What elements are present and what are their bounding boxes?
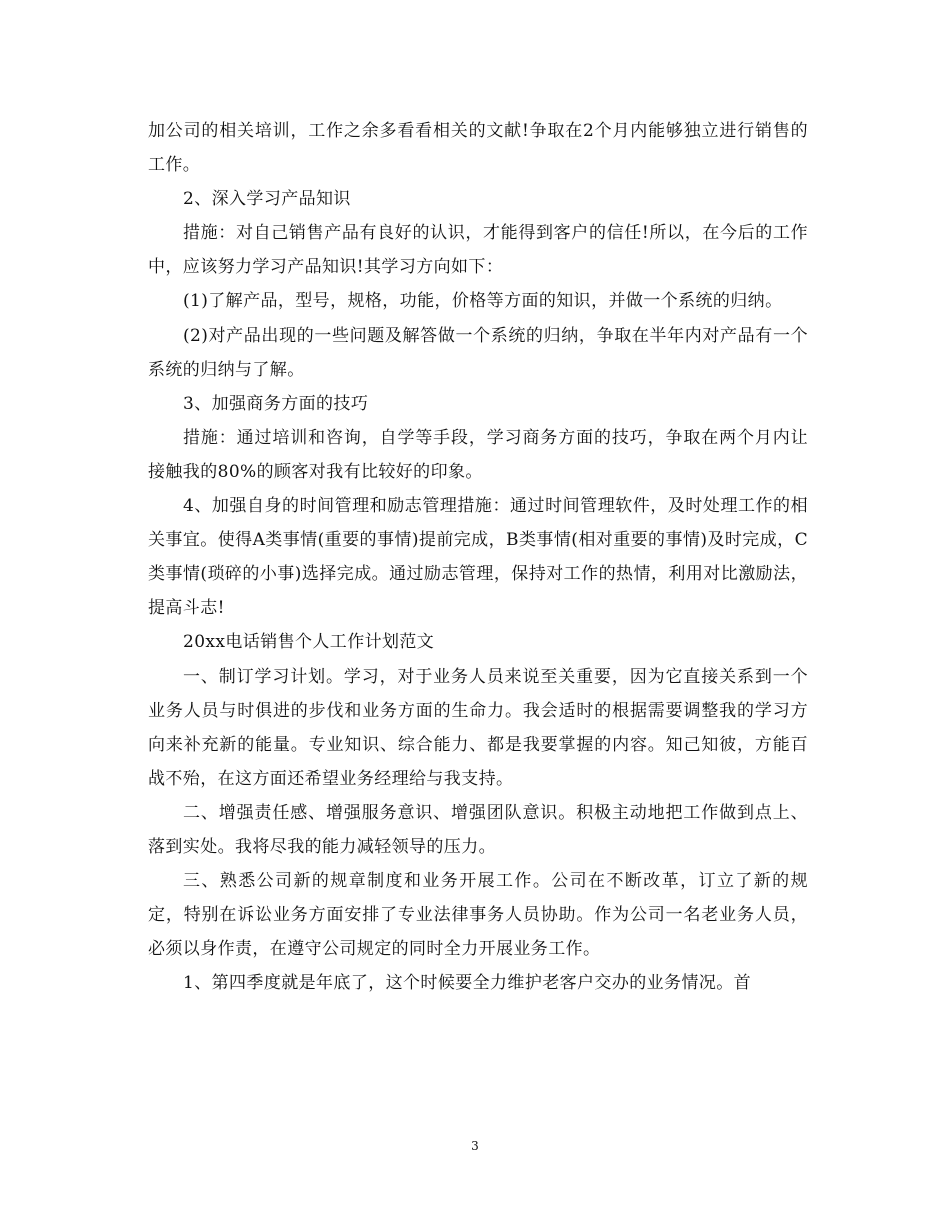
document-body: [148, 114, 808, 1000]
paragraph-measures-1: 措施：对自己销售产品有良好的认识，才能得到客户的信任!所以，在今后的工作中，应该努力学习产品知识!其学习方向如下：: [148, 223, 808, 278]
page-number: 3: [471, 1139, 479, 1153]
paragraph-section-3: 三、熟悉公司新的规章制度和业务开展工作。公司在不断改革，订立了新的规定，特别在诉讼业务方面安排了专业法律事务人员协助。作为公司一名老业务人员，必须以身作责，在遵守公司规定的同时全力开展业务工作。: [148, 871, 808, 960]
section-title: 20xx电话销售个人工作计划范文: [183, 632, 435, 653]
paragraph-section-1: 一、制订学习计划。学习，对于业务人员来说至关重要，因为它直接关系到一个业务人员与时俱进的步伐和业务方面的生命力。我会适时的根据需要调整我的学习方向来补充新的能量。专业知识、综合能力、都是我要掌握的内容。知己知彼，方能百战不殆，在这方面还希望业务经理给与我支持。: [148, 666, 808, 789]
paragraph-subitem-1: 1、第四季度就是年底了，这个时候要全力维护老客户交办的业务情况。首: [183, 973, 752, 994]
heading-item-3: 3、加强商务方面的技巧: [183, 393, 369, 414]
paragraph-section-2: 二、增强责任感、增强服务意识、增强团队意识。积极主动地把工作做到点上、落到实处。我将尽我的能力减轻领导的压力。: [148, 802, 808, 857]
paragraph-item-4: 4、加强自身的时间管理和励志管理措施：通过时间管理软件，及时处理工作的相关事宜。使得A类事情(重要的事情)提前完成，B类事情(相对重要的事情)及时完成，C类事情(琐碎的小事)选择完成。通过励志管理，保持对工作的热情，利用对比激励法，提高斗志!: [148, 496, 808, 619]
paragraph-1: 加公司的相关培训，工作之余多看看相关的文献!争取在2个月内能够独立进行销售的工作。: [148, 121, 808, 176]
list-item-2: (2)对产品出现的一些问题及解答做一个系统的归纳，争取在半年内对产品有一个系统的归纳与了解。: [148, 325, 808, 380]
list-item-1: (1)了解产品，型号，规格，功能，价格等方面的知识，并做一个系统的归纳。: [183, 291, 783, 312]
paragraph-measures-2: 措施：通过培训和咨询，自学等手段，学习商务方面的技巧，争取在两个月内让接触我的80%的顾客对我有比较好的印象。: [148, 427, 808, 482]
heading-item-2: 2、深入学习产品知识: [183, 189, 351, 210]
